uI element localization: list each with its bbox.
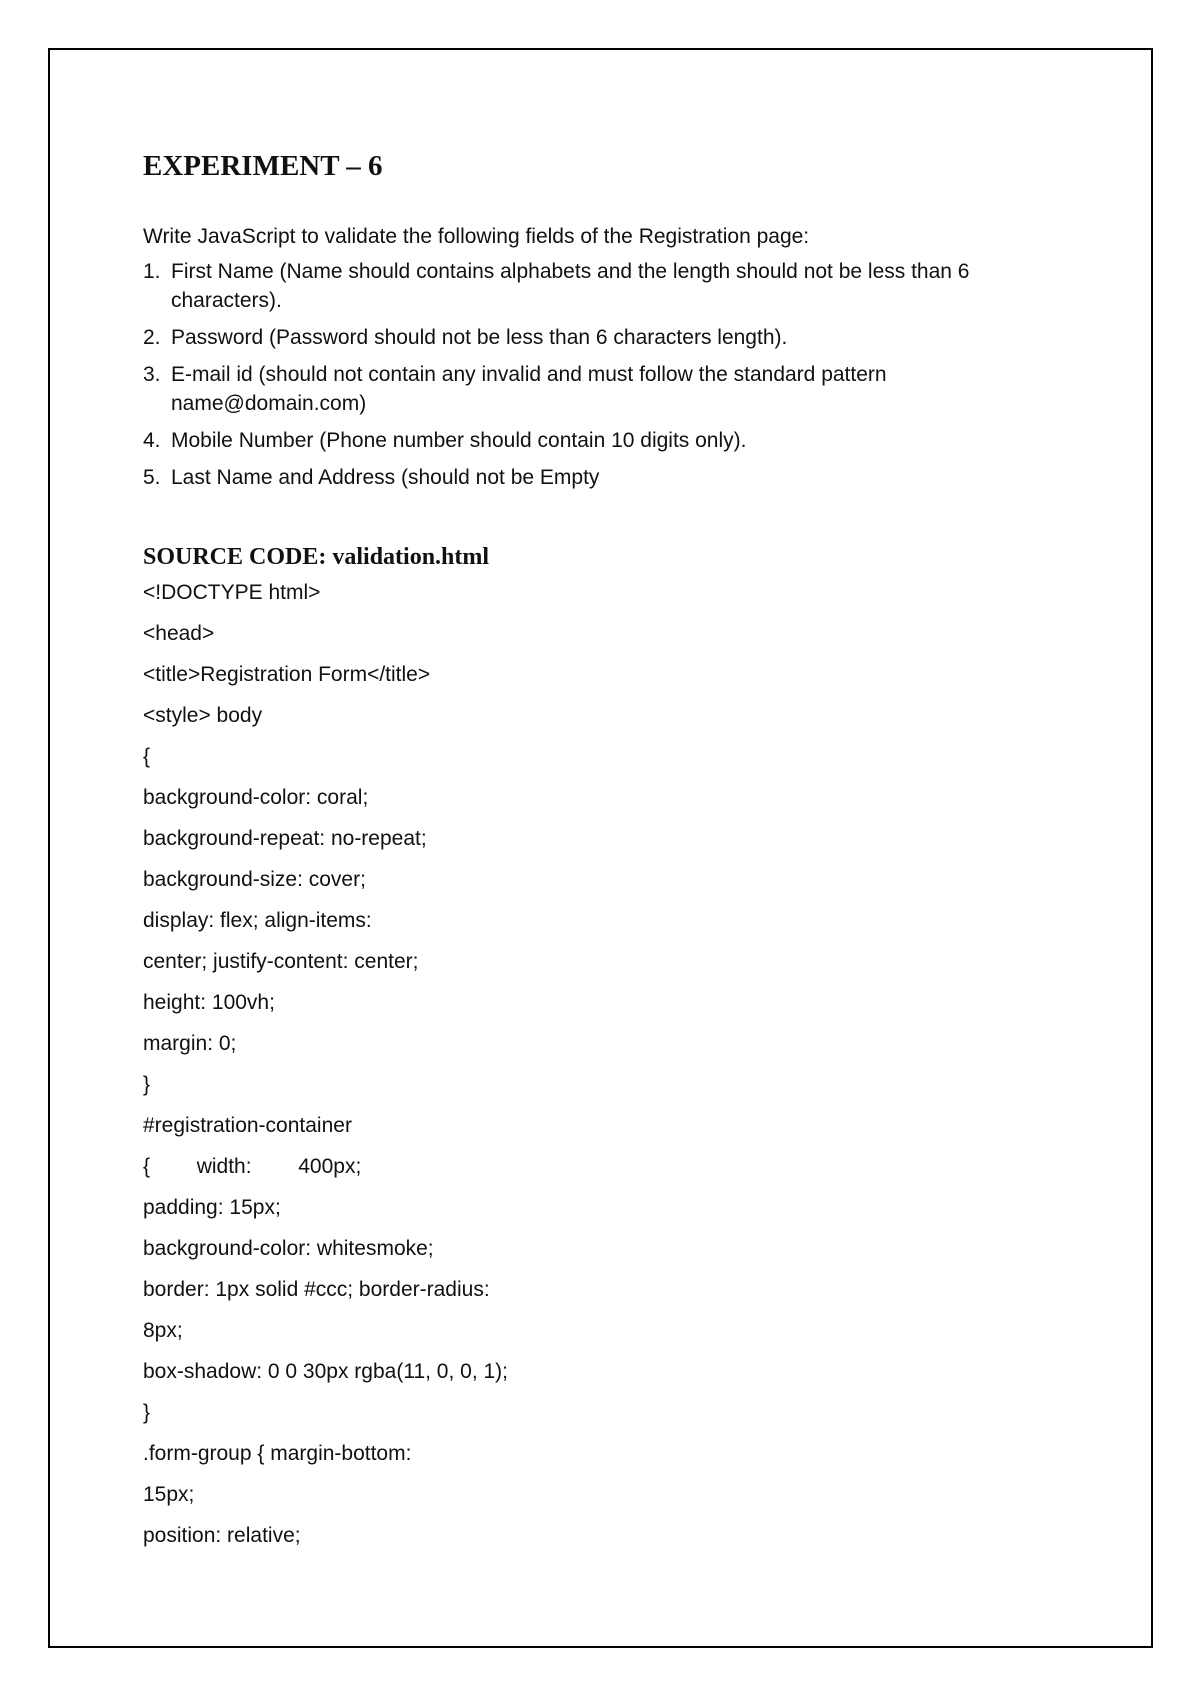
code-line: position: relative; <box>143 1524 301 1547</box>
requirement-item <box>143 360 1043 418</box>
requirement-item <box>143 257 1043 315</box>
code-line: box-shadow: 0 0 30px rgba(11, 0, 0, 1); <box>143 1360 508 1383</box>
code-line: height: 100vh; <box>143 991 275 1014</box>
requirement-number: 5. <box>143 466 161 489</box>
requirement-number: 1. <box>143 260 161 283</box>
requirement-item <box>143 323 1043 352</box>
code-line: { width: 400px; <box>143 1155 362 1178</box>
code-line: <!DOCTYPE html> <box>143 581 321 604</box>
requirement-number: 2. <box>143 326 161 349</box>
code-line: center; justify-content: center; <box>143 950 419 973</box>
document-content <box>143 150 1043 1565</box>
code-line: border: 1px solid #ccc; border-radius: <box>143 1278 490 1301</box>
code-line: margin: 0; <box>143 1032 237 1055</box>
source-code-heading: SOURCE CODE: validation.html <box>143 544 490 570</box>
code-line: 15px; <box>143 1483 195 1506</box>
code-line: background-color: coral; <box>143 786 369 809</box>
experiment-title: EXPERIMENT – 6 <box>143 150 383 182</box>
code-line: } <box>143 1073 151 1096</box>
intro-text: Write JavaScript to validate the following fields of the Registration page: <box>143 225 810 248</box>
code-line: <head> <box>143 622 215 645</box>
code-line: padding: 15px; <box>143 1196 281 1219</box>
source-code-block <box>143 581 1043 1565</box>
code-line: .form-group { margin-bottom: <box>143 1442 412 1465</box>
requirements-list <box>143 257 1043 492</box>
code-line: { <box>143 745 151 768</box>
code-line: <title>Registration Form</title> <box>143 663 431 686</box>
code-line: #registration-container <box>143 1114 352 1137</box>
code-line: 8px; <box>143 1319 183 1342</box>
code-line: <style> body <box>143 704 263 727</box>
requirement-number: 4. <box>143 429 161 452</box>
code-line: background-color: whitesmoke; <box>143 1237 434 1260</box>
requirement-item <box>143 426 1043 455</box>
code-line: background-size: cover; <box>143 868 366 891</box>
requirement-text: First Name (Name should contains alphabets and the length should not be less than 6 characters). <box>171 260 970 312</box>
requirement-text: Last Name and Address (should not be Empty <box>171 466 600 489</box>
requirement-text: Password (Password should not be less than 6 characters length). <box>171 326 788 349</box>
requirement-number: 3. <box>143 363 161 386</box>
requirement-text: E-mail id (should not contain any invalid and must follow the standard pattern name@domain.com) <box>171 363 887 415</box>
requirement-text: Mobile Number (Phone number should contain 10 digits only). <box>171 429 747 452</box>
code-line: } <box>143 1401 151 1424</box>
code-line: display: flex; align-items: <box>143 909 372 932</box>
code-line: background-repeat: no-repeat; <box>143 827 427 850</box>
requirement-item <box>143 463 1043 492</box>
